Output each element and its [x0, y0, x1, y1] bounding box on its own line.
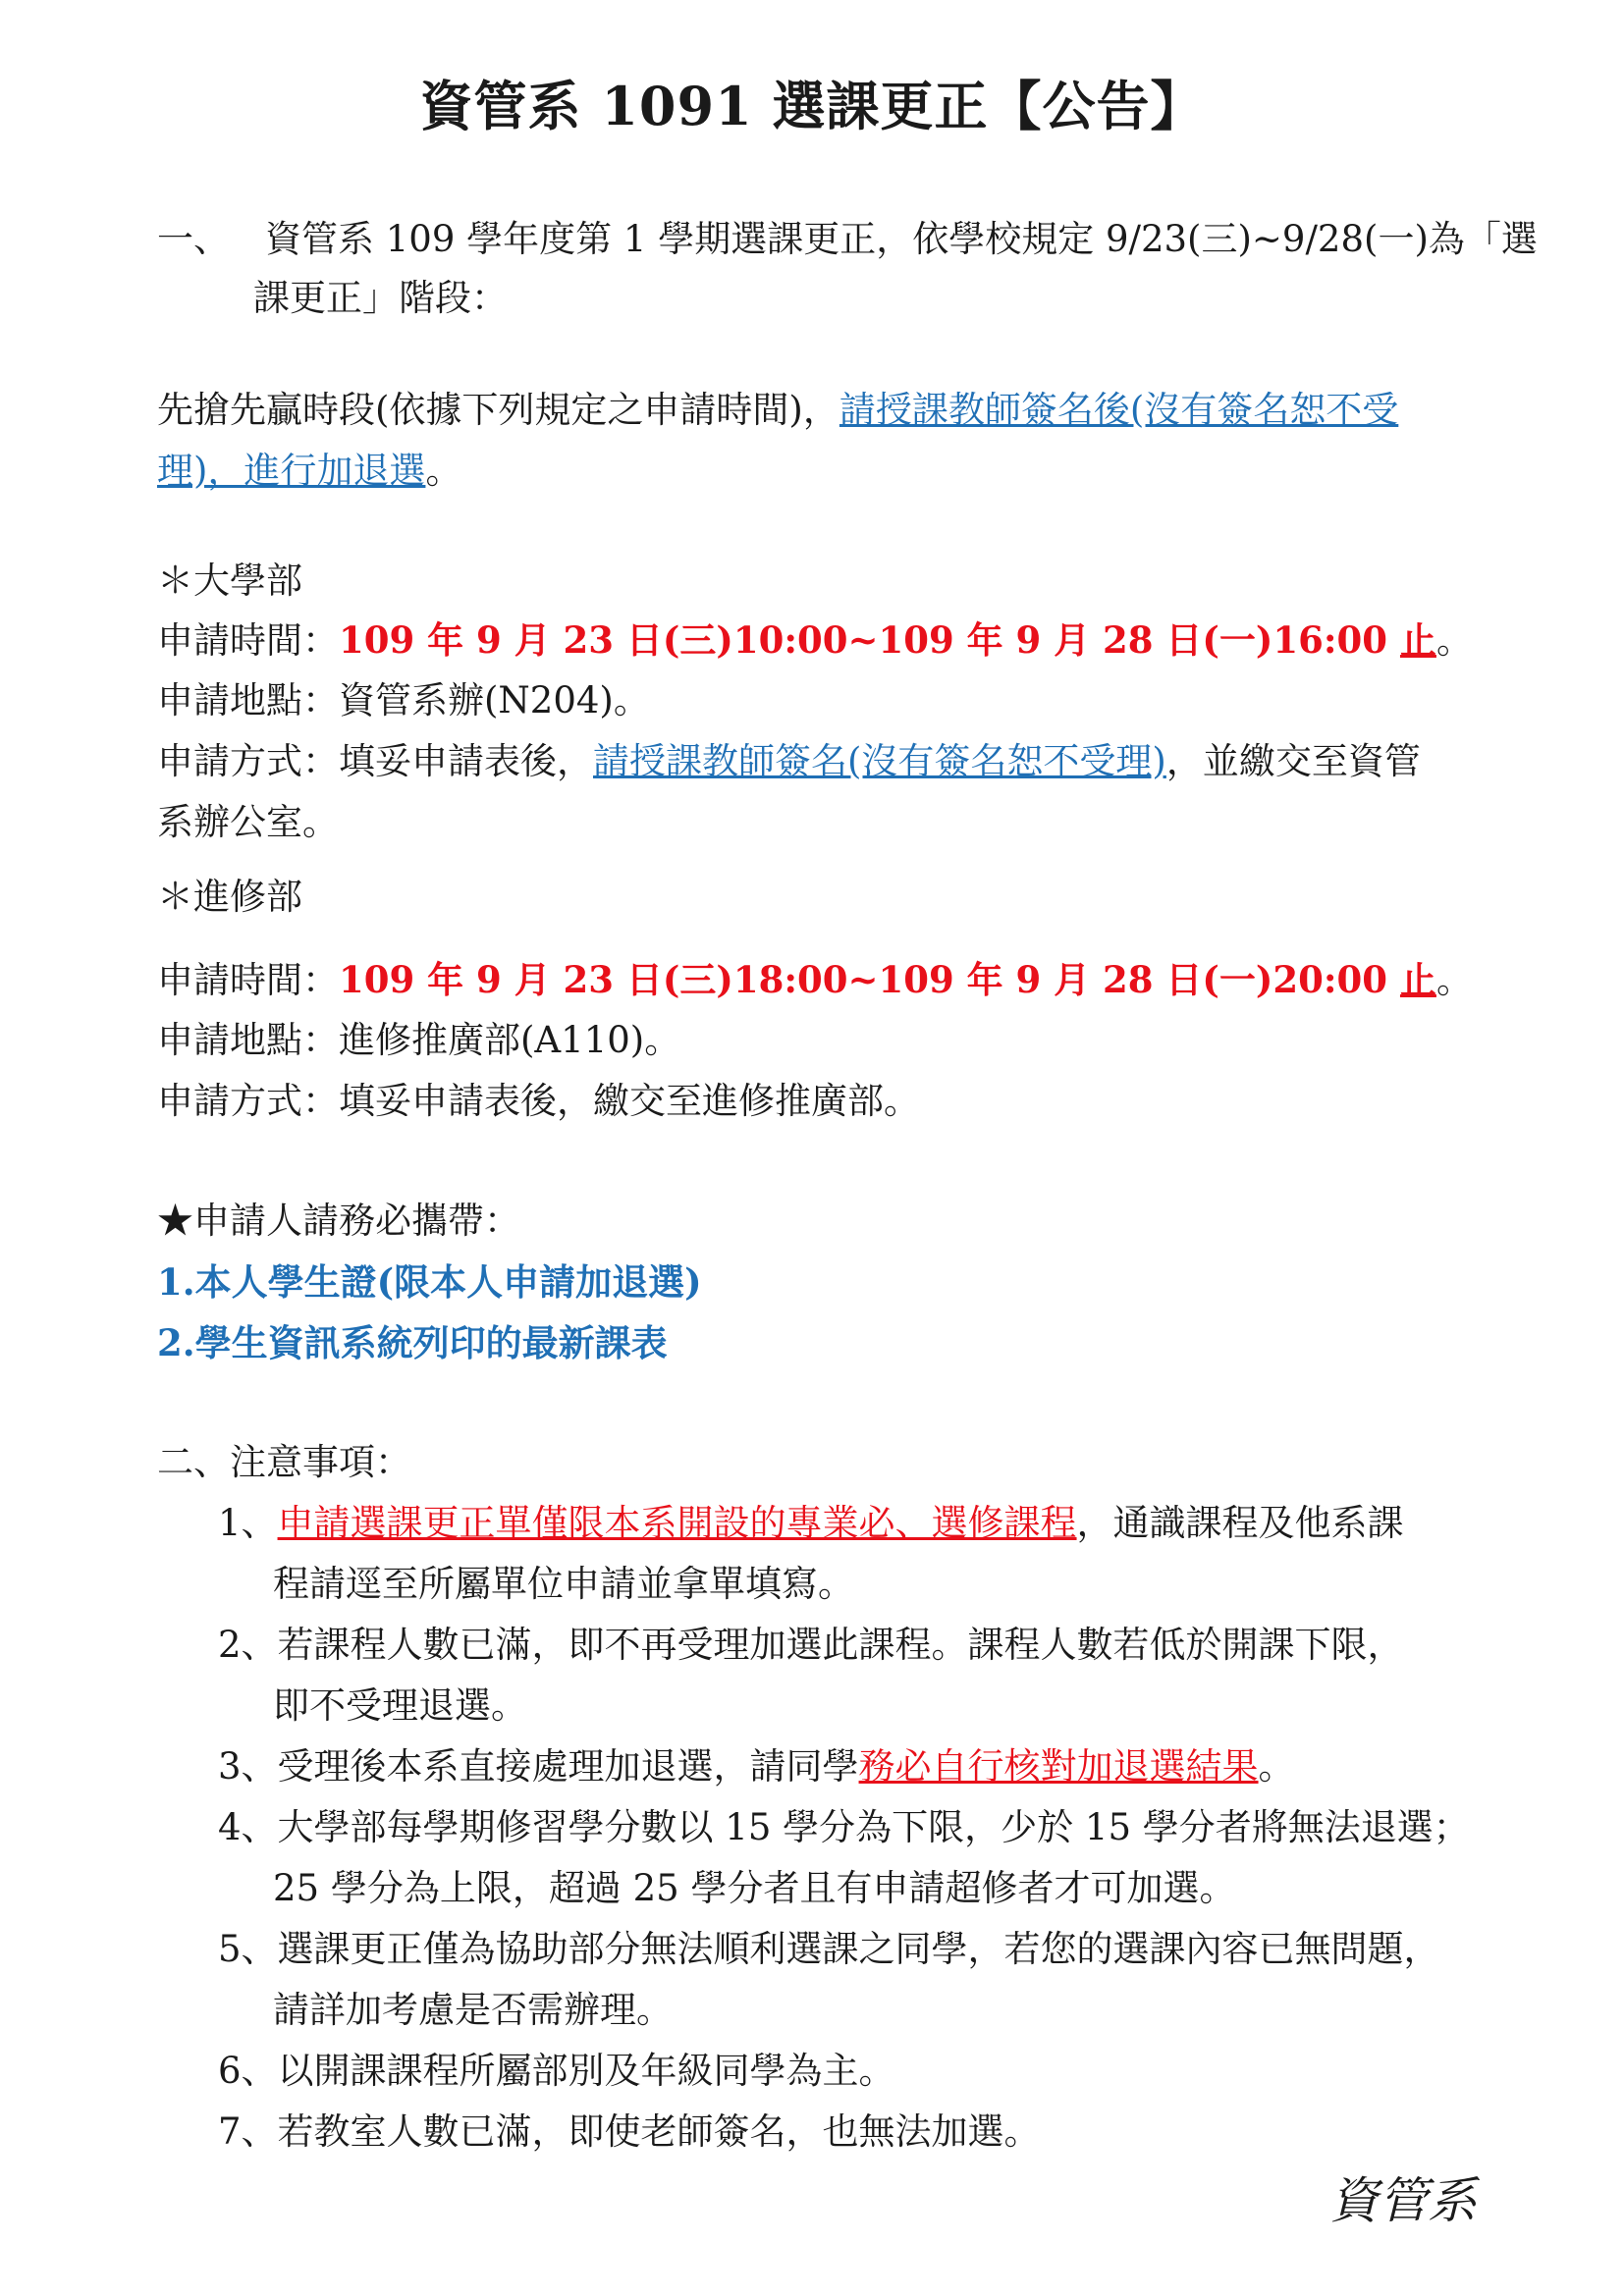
undergrad-time-period: 。: [1435, 619, 1473, 662]
evening-time-end: 止: [1399, 958, 1436, 1001]
bring-heading: ★申請人請務必攜帶：: [157, 1200, 520, 1242]
undergrad-method-label: 申請方式：: [157, 740, 339, 782]
evening-place-label: 申請地點：: [157, 1019, 339, 1061]
note-1-number: 1、: [218, 1502, 278, 1544]
undergrad-place-value: 資管系辦(N204)。: [339, 679, 650, 721]
note-5-line2: 請詳加考慮是否需辦理。: [273, 1989, 673, 2031]
undergrad-method-line2: 系辦公室。: [157, 801, 339, 843]
intro-link-2[interactable]: 理)，進行加退選: [157, 450, 426, 492]
section1-number: 一、: [157, 218, 230, 260]
evening-method-label: 申請方式：: [157, 1080, 339, 1122]
note-3-highlight: 務必自行核對加退選結果: [858, 1745, 1259, 1788]
intro-end: 。: [425, 450, 462, 492]
notes-heading: 二、注意事項：: [157, 1441, 411, 1483]
evening-time-value: 109 年 9 月 23 日(三)18:00~109 年 9 月 28 日(一)20:00: [339, 958, 1400, 1001]
note-3-text: 3、受理後本系直接處理加退選，請同學: [218, 1745, 859, 1788]
note-2-line2: 即不受理退選。: [273, 1684, 527, 1727]
evening-method: [157, 1076, 920, 1127]
section1-line2: 課更正」階段：: [253, 277, 508, 319]
undergrad-time-end: 止: [1399, 618, 1436, 662]
undergrad-time: [157, 614, 1473, 667]
evening-place-value: 進修推廣部(A110)。: [339, 1019, 681, 1061]
undergrad-place-label: 申請地點：: [157, 679, 339, 721]
note-1-rest: ，通識課程及他系課: [1076, 1502, 1404, 1544]
note-4-line2: 25 學分為上限，超過 25 學分者且有申請超修者才可加選。: [273, 1867, 1236, 1909]
signature: 資管系: [1329, 2172, 1477, 2229]
evening-time-period: 。: [1435, 959, 1473, 1001]
note-1-line2: 程請逕至所屬單位申請並拿單填寫。: [273, 1563, 854, 1605]
bring-item-2: 2.學生資訊系統列印的最新課表: [157, 1321, 668, 1364]
section1-text-a: 資管系 109 學年度第 1 學期選課更正，依學校規定 9/23(三)~9/28(一)為「選: [265, 218, 1538, 260]
bring-item-1: 1.本人學生證(限本人申請加退選): [157, 1260, 702, 1304]
undergrad-method-link[interactable]: 請授課教師簽名(沒有簽名恕不受理): [593, 740, 1166, 782]
undergrad-method-text2: ，並繳交至資管: [1165, 740, 1421, 782]
note-4: 4、大學部每學期修習學分數以 15 學分為下限，少於 15 學分者將無法退選；: [218, 1806, 1470, 1848]
evening-time-label: 申請時間：: [157, 959, 339, 1001]
evening-place: [157, 1015, 680, 1066]
undergrad-place: [157, 675, 650, 726]
note-7: 7、若教室人數已滿，即使老師簽名，也無法加選。: [218, 2110, 1041, 2153]
intro-line1: [157, 385, 1398, 436]
intro-link-1[interactable]: 請授課教師簽名後(沒有簽名恕不受: [839, 389, 1399, 431]
note-3-end: 。: [1258, 1745, 1295, 1788]
note-1-highlight: 申請選課更正單僅限本系開設的專業必、選修課程: [277, 1502, 1077, 1544]
evening-heading: ＊進修部: [157, 876, 302, 918]
note-3: [218, 1741, 1295, 1792]
page-title: 資管系 1091 選課更正【公告】: [419, 75, 1205, 137]
intro-text: 先搶先贏時段(依據下列規定之申請時間)，: [157, 389, 839, 431]
undergrad-time-label: 申請時間：: [157, 619, 339, 662]
undergrad-heading: ＊大學部: [157, 560, 302, 602]
note-2: 2、若課程人數已滿，即不再受理加選此課程。課程人數若低於開課下限，: [218, 1624, 1404, 1666]
note-5: 5、選課更正僅為協助部分無法順利選課之同學，若您的選課內容已無問題，: [218, 1928, 1440, 1970]
undergrad-method-text1: 填妥申請表後，: [339, 740, 593, 782]
undergrad-time-value: 109 年 9 月 23 日(三)10:00~109 年 9 月 28 日(一)16:00: [339, 618, 1400, 662]
section1-line1: [157, 214, 1538, 265]
note-1: [218, 1498, 1404, 1549]
intro-line2: [157, 446, 461, 497]
evening-method-value: 填妥申請表後，繳交至進修推廣部。: [339, 1080, 920, 1122]
evening-time: [157, 954, 1473, 1006]
undergrad-method: [157, 736, 1421, 787]
note-6: 6、以開課課程所屬部別及年級同學為主。: [218, 2050, 895, 2092]
